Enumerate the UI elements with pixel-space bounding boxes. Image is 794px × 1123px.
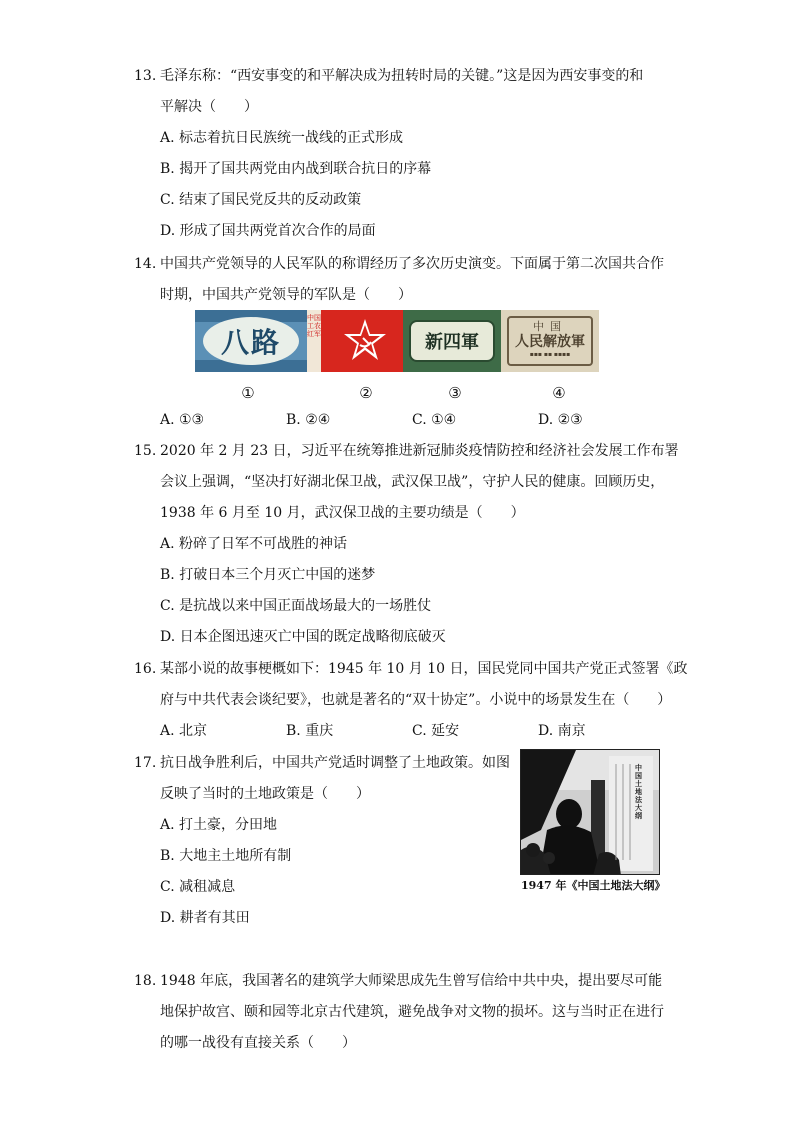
question-stem-line: 抗日战争胜利后，中国共产党适时调整了土地政策。如图 <box>160 755 510 771</box>
badge-label: ④ <box>552 384 566 402</box>
question-number: 16. <box>134 661 157 677</box>
question-number: 13. <box>134 68 157 84</box>
red-star-icon <box>343 318 387 362</box>
question-stem-line: 某部小说的故事梗概如下：1945 年 10 月 10 日，国民党同中国共产党正式签署《政 <box>160 661 688 677</box>
question-number: 14. <box>134 256 157 272</box>
question-stem-line: 中国共产党领导的人民军队的称谓经历了多次历史演变。下面属于第二次国共合作 <box>160 256 664 272</box>
question-stem-line: 2020 年 2 月 23 日，习近平在统筹推进新冠肺炎疫情防控和经济社会发展工作布署 <box>160 443 679 459</box>
option-c: C. 结束了国民党反共的反动政策 <box>160 192 362 208</box>
badge-pla: 中国 人民解放軍 ▪▪▪ ▪▪ ▪▪▪▪ <box>501 310 599 372</box>
badge-red-army <box>307 310 403 372</box>
question-stem-line: 平解决（ ） <box>160 99 258 115</box>
land-law-photo <box>520 749 660 875</box>
question-stem-line: 时期，中国共产党领导的军队是（ ） <box>160 287 412 303</box>
option-d: D. ②③ <box>538 412 583 428</box>
option-a: A. 打土豪，分田地 <box>160 817 278 833</box>
badge-label: ① <box>241 384 255 402</box>
question-stem-line: 府与中共代表会谈纪要》，也就是著名的“双十协定”。小说中的场景发生在（ ） <box>160 692 672 708</box>
option-d: D. 耕者有其田 <box>160 910 250 926</box>
question-stem-line: 的哪一战役有直接关系（ ） <box>160 1035 356 1051</box>
option-c: C. 减租减息 <box>160 879 236 895</box>
option-b: B. 大地主土地所有制 <box>160 848 292 864</box>
badge-text: 中国 <box>533 320 567 333</box>
option-d: D. 形成了国共两党首次合作的局面 <box>160 223 376 239</box>
question-number: 18. <box>134 973 157 989</box>
question-stem-line: 1938 年 6 月至 10 月，武汉保卫战的主要功绩是（ ） <box>160 505 525 521</box>
question-stem-line: 1948 年底，我国著名的建筑学大师梁思成先生曾写信给中共中央，提出要尽可能 <box>160 973 663 989</box>
question-stem-line: 会议上强调，“坚决打好湖北保卫战，武汉保卫战”，守护人民的健康。回顾历史， <box>160 474 665 490</box>
question-stem-line: 毛泽东称：“西安事变的和平解决成为扭转时局的关键。”这是因为西安事变的和 <box>160 68 644 84</box>
question-stem-line: 地保护故宫、颐和园等北京古代建筑，避免战争对文物的损坏。这与当时正在进行 <box>160 1004 664 1020</box>
option-d: D. 南京 <box>538 723 586 739</box>
option-c: C. ①④ <box>412 412 457 428</box>
option-a: A. 标志着抗日民族统一战线的正式形成 <box>160 130 404 146</box>
option-b: B. 揭开了国共两党由内战到联合抗日的序幕 <box>160 161 432 177</box>
badge-eighth-route-army <box>195 310 307 372</box>
badge-label: ③ <box>448 384 462 402</box>
photo-banner-text: 中国土地法大纲 <box>635 763 642 820</box>
option-d: D. 日本企图迅速灭亡中国的既定战略彻底破灭 <box>160 629 446 645</box>
photo-caption: 1947 年《中国土地法大纲》 <box>521 879 666 892</box>
question-number: 15. <box>134 443 157 459</box>
badge-text: 新四軍 <box>409 320 495 362</box>
badge-label: ② <box>359 384 373 402</box>
badge-text: 八路 <box>203 317 299 365</box>
option-a: A. 粉碎了日军不可战胜的神话 <box>160 536 348 552</box>
option-b: B. 重庆 <box>286 723 334 739</box>
badge-new-fourth-army <box>403 310 501 372</box>
option-a: A. ①③ <box>160 412 205 428</box>
option-b: B. ②④ <box>286 412 331 428</box>
question-number: 17. <box>134 755 157 771</box>
army-badges-image <box>195 310 599 372</box>
question-stem-line: 反映了当时的土地政策是（ ） <box>160 786 370 802</box>
option-a: A. 北京 <box>160 723 208 739</box>
option-b: B. 打破日本三个月灭亡中国的迷梦 <box>160 567 376 583</box>
option-c: C. 是抗战以来中国正面战场最大的一场胜仗 <box>160 598 432 614</box>
option-c: C. 延安 <box>412 723 460 739</box>
badge-strip-text: 中国工农红军 <box>307 310 321 372</box>
badge-text: 人民解放軍 <box>515 334 585 350</box>
